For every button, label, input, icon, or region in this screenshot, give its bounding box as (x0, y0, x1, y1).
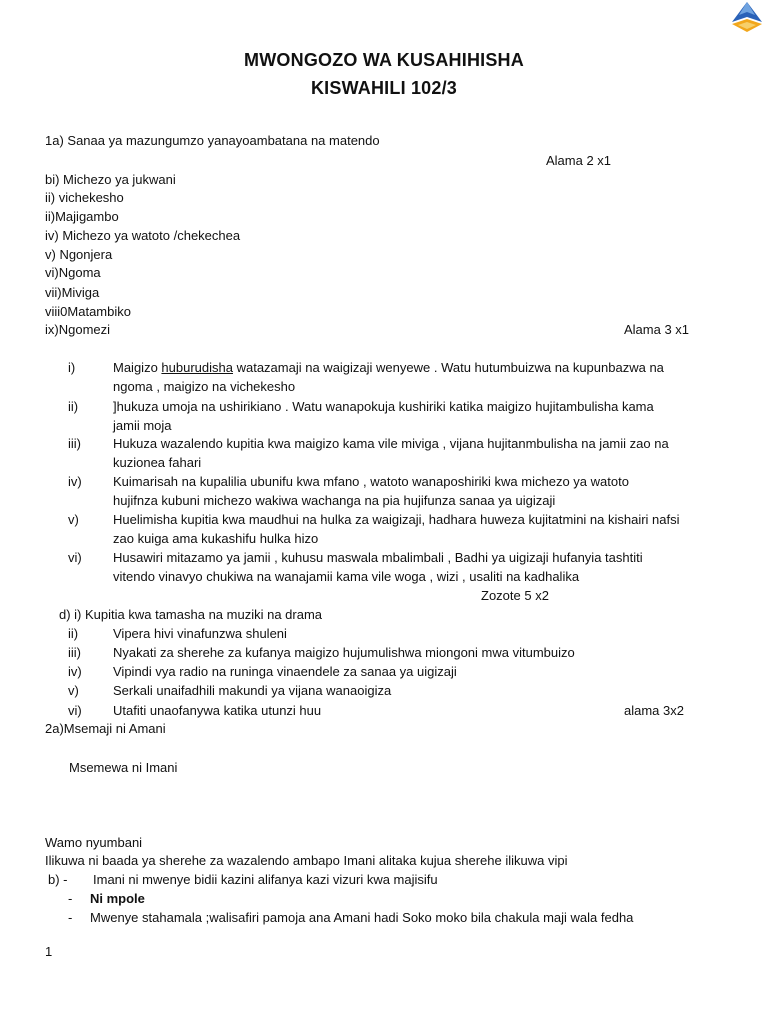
q1c-item-text-cont: jamii moja (113, 418, 172, 433)
q2a-wamo: Wamo nyumbani (45, 835, 143, 850)
q1c-item-text: Huelimisha kupitia kwa maudhui na hulka za waigizaji, hadhara huweza kujitatmini na kishairi nafsi (113, 512, 680, 527)
q1d-item-number: iv) (68, 664, 82, 679)
q1c-marks: Zozote 5 x2 (481, 588, 549, 603)
q1b-item: viii0Matambiko (45, 304, 131, 319)
question-1a-marks: Alama 2 x1 (546, 153, 612, 168)
q1c-item-text: Husawiri mitazamo ya jamii , kuhusu maswala mbalimbali , Badhi ya uigizaji hufanyia tashtiti (113, 550, 643, 565)
q1c-item-text: Hukuza wazalendo kupitia kwa maigizo kama vile miviga , vijana hujitanmbulisha na jamii zao na (113, 436, 669, 451)
q2b-item: Mwenye stahamala ;walisafiri pamoja ana Amani hadi Soko moko bila chakula maji wala fedha (90, 910, 634, 925)
q1b-item: ii) vichekesho (45, 190, 124, 205)
q1c-item-text-cont: vitendo vinavyo chukiwa na wanajamii kama vile woga , wizi , usaliti na kadhalika (113, 569, 580, 584)
q1c-item-number: ii) (68, 399, 79, 414)
q1d-item-text: Nyakati za sherehe za kufanya maigizo hujumulishwa miongoni mwa vitumbuizo (113, 645, 575, 660)
q1b-item: ix)Ngomezi (45, 322, 111, 337)
q1d-item-text: Serkali unaifadhili makundi ya vijana wanaoigiza (113, 683, 392, 698)
q1c-item-text-cont: hujifnza kubuni michezo wakiwa wachanga na pia hujifunza sanaa ya uigizaji (113, 493, 556, 508)
q2b-item: Imani ni mwenye bidii kazini alifanya kazi vizuri kwa majisifu (93, 872, 438, 887)
q1b-marks: Alama 3 x1 (624, 322, 690, 337)
q1c-item-text-cont: zao kuiga ama kukashifu hulka hizo (113, 531, 319, 546)
publisher-logo-icon (726, 0, 768, 36)
question-1a: 1a) Sanaa ya mazungumzo yanayoambatana na matendo (45, 133, 380, 148)
q1c-item-number: vi) (68, 550, 82, 565)
q1c-item-text: ]hukuza umoja na ushirikiano . Watu wanapokuja kushiriki katika maigizo hujitambulisha kama (113, 399, 654, 414)
q1c-item-number: i) (68, 360, 76, 375)
q1b-item: v) Ngonjera (45, 247, 113, 262)
q1d-item-text: Vipera hivi vinafunzwa shuleni (113, 626, 287, 641)
q1b-item: bi) Michezo ya jukwani (45, 172, 176, 187)
q1c-item-number: iii) (68, 436, 81, 451)
q1c-item-text-cont: ngoma , maigizo na vichekesho (113, 379, 296, 394)
q2a-msemewa: Msemewa ni Imani (69, 760, 178, 775)
q1c-item-text-cont: kuzionea fahari (113, 455, 202, 470)
q1b-item: vi)Ngoma (45, 265, 101, 280)
q1b-item: iv) Michezo ya watoto /chekechea (45, 228, 241, 243)
q1c-item-text: Kuimarisah na kupalilia ubunifu kwa mfano , watoto wanaposhiriki kwa michezo ya watoto (113, 474, 629, 489)
q1d-first-item: d) i) Kupitia kwa tamasha na muziki na drama (59, 607, 323, 622)
document-subtitle: KISWAHILI 102/3 (310, 78, 458, 98)
q1d-item-number: iii) (68, 645, 81, 660)
q1b-item: vii)Miviga (45, 285, 100, 300)
q1d-marks: alama 3x2 (624, 703, 684, 718)
q1c-item-text: Maigizo huburudisha watazamaji na waigizaji wenyewe . Watu hutumbuizwa na kupunbazwa na (113, 360, 664, 375)
q1d-item-text: Vipindi vya radio na runinga vinaendele za sanaa ya uigizaji (113, 664, 457, 679)
q2b-item: Ni mpole (90, 891, 145, 906)
q2b-dash: - (68, 891, 73, 906)
question-2a: 2a)Msemaji ni Amani (45, 721, 166, 736)
q2b-prefix: b) - (48, 872, 68, 887)
page-number: 1 (45, 944, 53, 959)
q2b-dash: - (68, 910, 73, 925)
q2a-ilikuwa: Ilikuwa ni baada ya sherehe za wazalendo ambapo Imani alitaka kujua sherehe ilikuwa vipi (45, 853, 568, 868)
q1d-item-text: Utafiti unaofanywa katika utunzi huu (113, 703, 322, 718)
q1b-item: ii)Majigambo (45, 209, 119, 224)
q1c-item-number: v) (68, 512, 79, 527)
q1c-item-number: iv) (68, 474, 82, 489)
q1d-item-number: ii) (68, 626, 79, 641)
q1d-item-number: vi) (68, 703, 82, 718)
document-title: MWONGOZO WA KUSAHIHISHA (244, 50, 524, 70)
q1d-item-number: v) (68, 683, 79, 698)
